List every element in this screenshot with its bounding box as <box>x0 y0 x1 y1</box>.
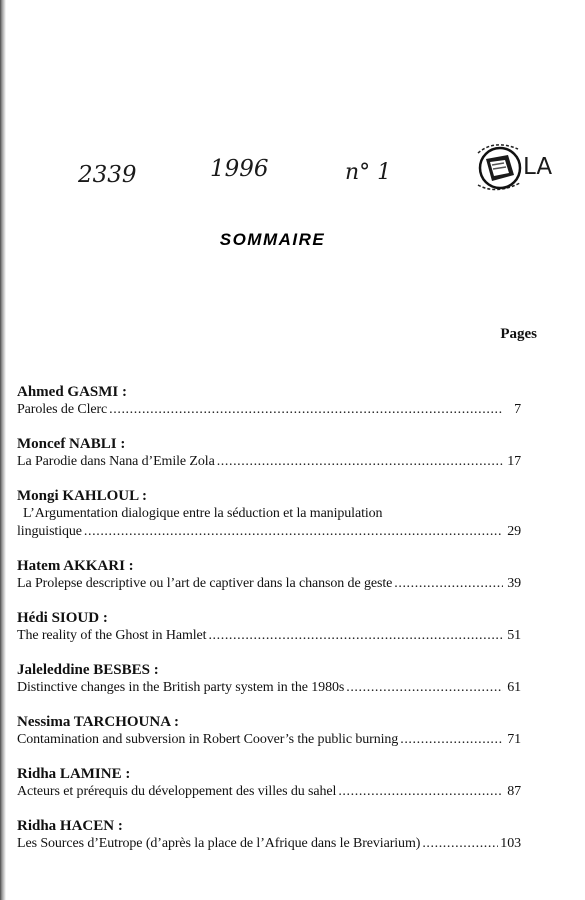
toc-article-title: linguistique <box>17 524 82 539</box>
scan-edge <box>0 0 6 900</box>
pages-column-label: Pages <box>500 326 537 342</box>
toc-author: Nessima TARCHOUNA : <box>17 714 179 730</box>
toc-entry <box>17 383 521 419</box>
toc-dot-leader <box>338 783 503 801</box>
toc-entry <box>17 765 521 801</box>
toc-dot-leader <box>109 401 503 419</box>
toc-article-title: Acteurs et prérequis du développement des villes du sahel <box>17 784 337 799</box>
handwritten-initials: LA <box>523 154 553 180</box>
toc-author: Hédi SIOUD : <box>17 610 108 626</box>
toc-entry <box>17 557 521 593</box>
toc-article-title: The reality of the Ghost in Hamlet <box>17 628 207 643</box>
toc-article-line <box>17 401 521 419</box>
toc-dot-leader <box>394 575 503 593</box>
toc-page-number: 87 <box>507 784 521 799</box>
toc-article-line <box>17 783 521 801</box>
handwritten-call-number: 2339 <box>78 162 137 188</box>
toc-page-number: 7 <box>514 402 521 417</box>
handwritten-issue: n° 1 <box>345 160 392 185</box>
toc-author: Ridha HACEN : <box>17 818 123 834</box>
toc-author: Jaleleddine BESBES : <box>17 662 159 678</box>
toc-author: Moncef NABLI : <box>17 436 126 452</box>
toc-article-title-line: L’Argumentation dialogique entre la séduction et la manipulation <box>23 506 383 521</box>
toc-article-title: Distinctive changes in the British party system in the 1980s <box>17 680 345 695</box>
toc-author: Mongi KAHLOUL : <box>17 488 148 504</box>
toc-article-line <box>17 627 521 645</box>
toc-page-number: 29 <box>507 524 521 539</box>
toc-dot-leader <box>346 679 503 697</box>
toc-article-line <box>17 575 521 593</box>
toc-article-title: La Parodie dans Nana d’Emile Zola <box>17 454 215 469</box>
toc-author: Ridha LAMINE : <box>17 766 131 782</box>
page-title: SOMMAIRE <box>219 230 326 249</box>
toc-article-line <box>17 835 521 853</box>
toc-dot-leader <box>217 453 503 471</box>
toc-page-number: 51 <box>507 628 521 643</box>
toc-page-number: 39 <box>507 576 521 591</box>
toc-page-number: 71 <box>507 732 521 747</box>
toc-dot-leader <box>208 627 503 645</box>
toc-dot-leader <box>400 731 503 749</box>
toc-author: Ahmed GASMI : <box>17 384 128 400</box>
toc-dot-leader <box>422 835 498 853</box>
library-stamp-icon <box>470 135 526 199</box>
toc-entry <box>17 435 521 471</box>
toc-author: Hatem AKKARI : <box>17 558 134 574</box>
toc-entry <box>17 609 521 645</box>
toc-page-number: 103 <box>500 836 521 851</box>
toc-article-title: La Prolepse descriptive ou l’art de captiver dans la chanson de geste <box>17 576 393 591</box>
toc-dot-leader <box>84 523 503 541</box>
toc-article-line <box>17 731 521 749</box>
toc-article-line <box>17 523 521 541</box>
toc-entry <box>17 817 521 853</box>
handwritten-year: 1996 <box>210 156 269 182</box>
toc-entry <box>17 661 521 697</box>
toc-article-line <box>17 453 521 471</box>
toc-entry <box>17 713 521 749</box>
toc-article-title: Les Sources d’Eutrope (d’après la place de l’Afrique dans le Breviarium) <box>17 836 421 851</box>
toc-page-number: 61 <box>507 680 521 695</box>
toc-article-title: Contamination and subversion in Robert Coover’s the public burning <box>17 732 399 747</box>
toc-page-number: 17 <box>507 454 521 469</box>
toc-entry <box>17 487 521 541</box>
toc-article-line <box>17 679 521 697</box>
table-of-contents <box>17 383 521 869</box>
toc-article-title: Paroles de Clerc <box>17 402 108 417</box>
